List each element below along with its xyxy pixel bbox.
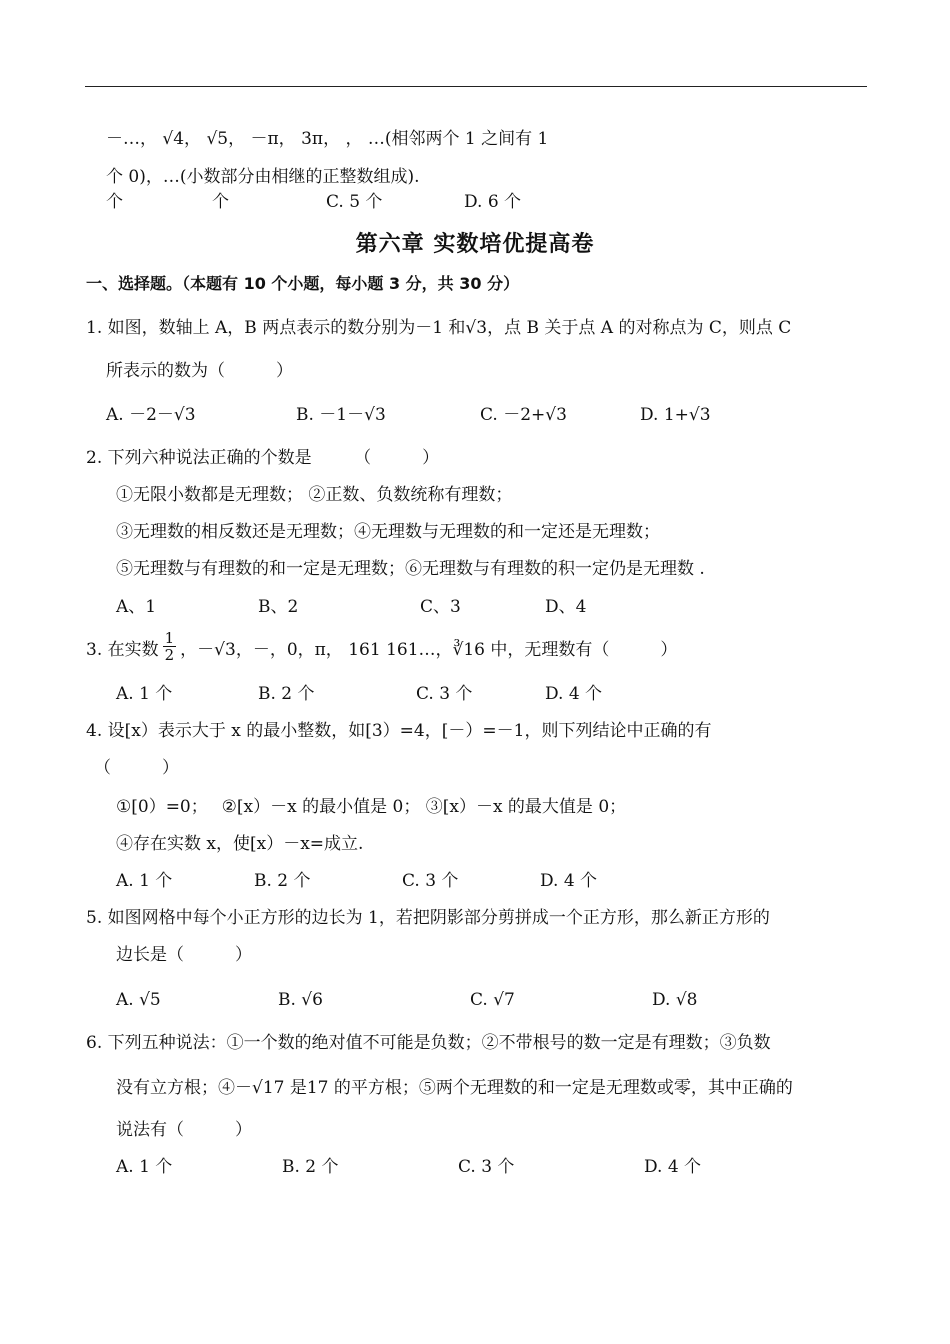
q3-fraction-numerator: 1 [164, 629, 175, 647]
q2-stem: 2. 下列六种说法正确的个数是 （ ） [86, 448, 440, 468]
q3-fraction-denominator: 2 [164, 646, 175, 664]
q6-option-d: D. 4 个 [644, 1157, 702, 1177]
q2-option-d: D、4 [545, 597, 587, 617]
q2-statement-1: ①无限小数都是无理数； ②正数、负数统称有理数； [116, 485, 513, 505]
q1-option-d: D. 1+√3 [640, 405, 711, 425]
fragment-option-c: C. 5 个 [326, 192, 383, 212]
q6-stem-line2: 没有立方根；④－√17 是17 的平方根；⑤两个无理数的和一定是无理数或零，其中正确的 [116, 1078, 793, 1098]
q6-stem-line1: 6. 下列五种说法：①一个数的绝对值不可能是负数；②不带根号的数一定是有理数；③负数 [86, 1033, 771, 1053]
fragment-option-b: 个 [212, 192, 229, 212]
q1-stem-line1: 1. 如图，数轴上 A，B 两点表示的数分别为－1 和√3，点 B 关于点 A 的对称点为 C，则点 C [86, 318, 792, 338]
q5-option-d: D. √8 [652, 990, 698, 1010]
q1-stem-line2: 所表示的数为（ ） [106, 361, 293, 381]
fragment-option-d: D. 6 个 [464, 192, 522, 212]
q6-option-a: A. 1 个 [116, 1157, 173, 1177]
q4-stem-line1: 4. 设[x）表示大于 x 的最小整数，如[3）=4，[－）=－1，则下列结论中正确的有 [86, 721, 712, 741]
q3-option-d: D. 4 个 [545, 684, 603, 704]
q3-stem-prefix: 3. 在实数 [86, 640, 159, 660]
q2-option-b: B、2 [258, 597, 299, 617]
q3-fraction [163, 630, 177, 663]
q5-stem-line2: 边长是（ ） [116, 945, 252, 965]
q1-option-a: A. －2－√3 [106, 405, 196, 425]
q4-option-a: A. 1 个 [116, 871, 173, 891]
fragment-option-a: 个 [106, 192, 123, 212]
q3-option-c: C. 3 个 [416, 684, 473, 704]
q6-option-b: B. 2 个 [282, 1157, 339, 1177]
fragment-line-2: 个 0)，…(小数部分由相继的正整数组成). [106, 167, 420, 187]
q3-stem-suffix: ，－√3，－，0，π， 161 161…，∛16 中，无理数有（ ） [180, 640, 678, 660]
q6-option-c: C. 3 个 [458, 1157, 515, 1177]
fragment-line-1: －…， √4， √5， －π， 3π， ， …(相邻两个 1 之间有 1 [106, 129, 549, 149]
q1-option-b: B. －1－√3 [296, 405, 386, 425]
section-heading: 一、选择题。（本题有 10 个小题，每小题 3 分，共 30 分） [86, 274, 520, 293]
q2-statement-2: ③无理数的相反数还是无理数；④无理数与无理数的和一定还是无理数； [116, 522, 660, 542]
q5-stem-line1: 5. 如图网格中每个小正方形的边长为 1，若把阴影部分剪拼成一个正方形，那么新正方形的 [86, 908, 770, 928]
q4-option-d: D. 4 个 [540, 871, 598, 891]
header-rule [85, 86, 867, 87]
q4-option-b: B. 2 个 [254, 871, 311, 891]
q3-stem [86, 629, 678, 664]
q2-statement-3: ⑤无理数与有理数的和一定是无理数；⑥无理数与有理数的积一定仍是无理数 . [116, 559, 705, 579]
q3-option-b: B. 2 个 [258, 684, 315, 704]
q5-option-c: C. √7 [470, 990, 515, 1010]
page-title: 第六章 实数培优提高卷 [355, 232, 595, 257]
q2-option-c: C、3 [420, 597, 461, 617]
q1-option-c: C. －2+√3 [480, 405, 567, 425]
q6-stem-line3: 说法有（ ） [116, 1120, 252, 1140]
q5-option-a: A. √5 [116, 990, 161, 1010]
q2-option-a: A、1 [116, 597, 157, 617]
q4-statement-1: ①[0）=0； ②[x）－x 的最小值是 0； ③[x）－x 的最大值是 0； [116, 797, 627, 817]
q5-option-b: B. √6 [278, 990, 323, 1010]
q3-option-a: A. 1 个 [116, 684, 173, 704]
q4-stem-line2: （ ） [94, 758, 179, 778]
q4-option-c: C. 3 个 [402, 871, 459, 891]
q4-statement-2: ④存在实数 x，使[x）－x=成立. [116, 834, 364, 854]
